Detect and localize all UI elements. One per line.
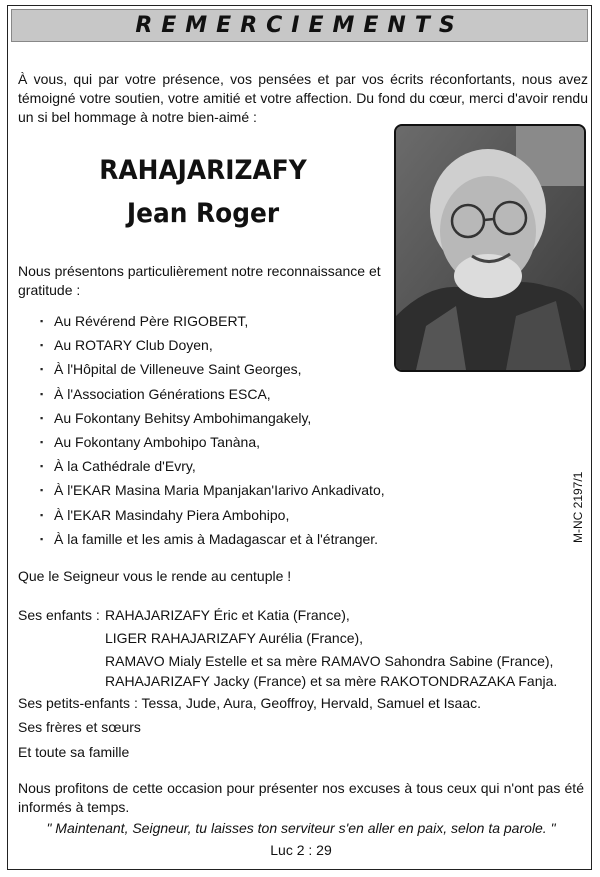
siblings-text: Ses frères et sœurs — [18, 719, 141, 735]
child-line: LIGER RAHAJARIZAFY Aurélia (France), — [105, 630, 364, 646]
deceased-given-names: Jean Roger — [126, 198, 280, 229]
bible-quote: " Maintenant, Seigneur, tu laisses ton serviteur s'en aller en paix, selon ta parole. " — [46, 820, 556, 836]
portrait-image — [396, 126, 584, 370]
thanks-list-item-text: Au ROTARY Club Doyen, — [54, 337, 213, 354]
portrait-photo — [394, 124, 586, 372]
bullet-icon: ▪ — [40, 412, 44, 423]
thanks-list-item-text: À l'Association Générations ESCA, — [54, 385, 271, 402]
bullet-icon: ▪ — [40, 316, 44, 327]
blessing-text: Que le Seigneur vous le rende au centuple ! — [18, 568, 292, 584]
thanks-list-item — [40, 478, 385, 502]
thanks-list-item — [40, 406, 385, 430]
bullet-icon: ▪ — [40, 437, 44, 448]
child-line: RAHAJARIZAFY Jacky (France) et sa mère RAKOTONDRAZAKA Fanja. — [105, 673, 558, 689]
bullet-icon: ▪ — [40, 461, 44, 472]
bullet-icon: ▪ — [40, 364, 44, 375]
bullet-icon: ▪ — [40, 388, 44, 399]
bullet-icon: ▪ — [40, 509, 44, 520]
thanks-list-item-text: À l'Hôpital de Villeneuve Saint Georges, — [54, 361, 302, 378]
gratitude-text: Nous présentons particulièrement notre reconnaissance et gratitude : — [18, 263, 381, 298]
child-line: RAHAJARIZAFY Éric et Katia (France), — [105, 607, 350, 623]
children-label: Ses enfants : — [18, 607, 100, 623]
family-text: Et toute sa famille — [18, 744, 130, 760]
thanks-list-item — [40, 309, 385, 333]
apology-paragraph: Nous profitons de cette occasion pour présenter nos excuses à tous ceux qui n'ont pas été informés à temps. — [18, 780, 584, 815]
thanks-list-item-text: Au Fokontany Behitsy Ambohimangakely, — [54, 409, 312, 426]
bullet-icon: ▪ — [40, 533, 44, 544]
title-banner — [11, 9, 588, 42]
deceased-surname: RAHAJARIZAFY — [99, 155, 307, 186]
reference-stamp: M-NC 2197/1 — [571, 471, 585, 543]
thanks-list-item — [40, 454, 385, 478]
intro-paragraph: À vous, qui par votre présence, vos pensées et par vos écrits réconfortants, nous avez témoigné votre soutien, votre amitié et votre affection. Du fond du cœur, merci d'avoir rendu un si bel hommage à notre bien-aimé : — [18, 71, 588, 125]
thanks-list-item-text: À la famille et les amis à Madagascar et à l'étranger. — [54, 530, 379, 547]
child-line: RAMAVO Mialy Estelle et sa mère RAMAVO Sahondra Sabine (France), — [105, 653, 554, 669]
thanks-list-item — [40, 430, 385, 454]
thanks-list-item — [40, 382, 385, 406]
thanks-list — [40, 309, 385, 551]
thanks-list-item-text: À la Cathédrale d'Evry, — [54, 458, 196, 475]
thanks-list-item-text: À l'EKAR Masina Maria Mpanjakan'Iarivo Ankadivato, — [54, 482, 385, 499]
thanks-list-item — [40, 333, 385, 357]
bible-reference: Luc 2 : 29 — [270, 842, 332, 858]
thanks-list-item-text: Au Révérend Père RIGOBERT, — [54, 313, 249, 330]
bullet-icon: ▪ — [40, 340, 44, 351]
thanks-list-item-text: À l'EKAR Masindahy Piera Ambohipo, — [54, 506, 290, 523]
page-title: REMERCIEMENTS — [135, 13, 464, 38]
thanks-list-item-text: Au Fokontany Ambohipo Tanàna, — [54, 434, 261, 451]
thanks-list-item — [40, 503, 385, 527]
thanks-list-item — [40, 527, 385, 551]
bullet-icon: ▪ — [40, 485, 44, 496]
grandchildren-text: Ses petits-enfants : Tessa, Jude, Aura, Geoffroy, Hervald, Samuel et Isaac. — [18, 695, 482, 711]
thanks-list-item — [40, 357, 385, 381]
